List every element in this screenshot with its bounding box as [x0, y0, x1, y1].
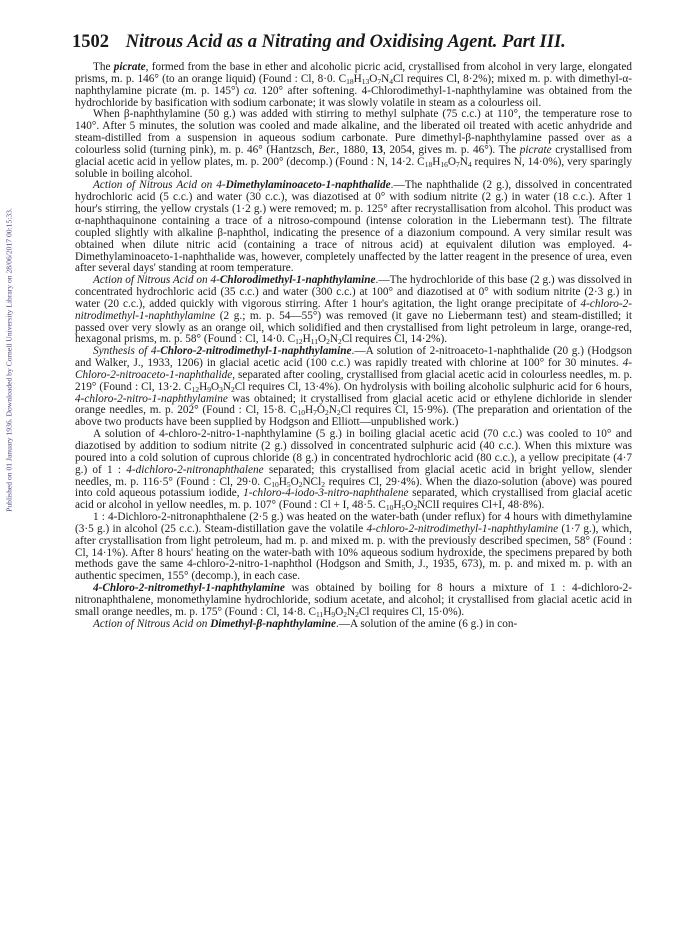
text-run: .—A solution of 2-nitroaceto-1-naphthalide (20 g.) (Hodgson and Walker, J., 1933, 1206) in glacial acetic acid (100 c.c.) was rapidly treated with chlorine at 100° for 30 minutes. [75, 345, 632, 370]
text-run: H [323, 605, 332, 618]
subscript: 16 [440, 159, 448, 169]
italic-text: 1-chloro-4-iodo-3-nitro-naphthalene [243, 487, 409, 500]
text-run: separated, which crystallised from glacial acetic acid or alcohol in yellow needles, m. p. 107° (Found : Cl + I, 48·5. C [75, 487, 632, 512]
compound-name: Dimethylaminoaceto-1-naphthalide [225, 179, 391, 192]
subscript: 7 [313, 408, 317, 418]
text-run: requires Cl, 29·4%). When the diazo-solution (above) was poured into cold aqueous potassium iodide, [75, 475, 632, 500]
text-run: H [393, 499, 402, 512]
subscript: 2 [355, 609, 359, 619]
paragraph [75, 346, 632, 429]
subscript: 12 [295, 337, 303, 347]
subscript: 5 [401, 503, 406, 513]
text-run: O [335, 605, 344, 618]
text-run: was obtained; it crystallised from glacial acetic acid or ethylene dichloride in slender orange needles, m. p. 202° (Found : Cl, 15·8. C [75, 392, 632, 417]
bold-text: 13 [371, 143, 383, 156]
page-number: 1502 [72, 32, 109, 52]
subscript: 2 [298, 479, 303, 489]
text-run: Cl requires Cl, 15·0%). [358, 605, 465, 618]
text-run: N [459, 155, 468, 168]
italic-text: Synthesis of 4- [93, 345, 161, 358]
italic-text: Action of Nitrous Acid on [93, 617, 211, 630]
paragraph [75, 62, 632, 109]
text-run: The [93, 61, 114, 73]
italic-text: 4-chloro-2-nitro-1-naphthylamine [75, 392, 228, 405]
text-run: (2 g.; m. p. 54—55°) was removed (it gave no Liebermann test) and steam-distilled; it passed over very slowly as an orange oil, which solidified and then crystallised from light petroleum in large, orange-red, hexagonal prisms, m. p. 58° (Found : Cl, 14·0. C [75, 309, 632, 346]
paragraph [75, 275, 632, 346]
text-run: was obtained by boiling for 8 hours a mixture of 1 : 4-dichloro-2-nitronaphthalene, monomethylamine hydrochloride, sodium acetate, and alcohol; it crystallised from glacial acetic acid in small orange needles, m. p. 175° (Found : Cl, 14·8. C [75, 582, 632, 618]
text-run: O [210, 380, 220, 393]
italic-text: 4-dichloro-2-nitronaphthalene [126, 463, 264, 476]
text-run: Cl requires Cl, 13·4%). On hydrolysis with boiling alcoholic sulphuric acid for 6 hours, [234, 380, 632, 393]
paragraph [75, 512, 632, 583]
italic-text: 4-chloro-2-nitrodimethyl-1-naphthylamine [75, 297, 632, 322]
subscript: 12 [191, 384, 200, 394]
compound-name: picrate [113, 61, 146, 73]
text-run: .—A solution of the amine (6 g.) in con- [335, 617, 518, 630]
paragraph [75, 109, 632, 180]
text-run: O [290, 475, 299, 488]
subscript: 2 [343, 609, 348, 619]
text-run: .—The naphthalide (2 g.), dissolved in concentrated hydrochloric acid (5 c.c.) and water (30 c.c.), was diazotised at 0° with sodium nitrite (2 g.) in water (18 c.c.). After 1 hour's stirring, the yellow crystals (1·2 g.) were removed; m. p. 125° after recrystallisation from alcohol. This product was α-naphthaquinone containing a trace of a nitroso-compound (intense coloration in the Liebermann test). The filtrate coupled slightly with alkaline β-naphthol, indicating the presence of a diazonium compound. A very similar result was obtained when dilute nitric acid (containing a trace of nitrous acid) at equivalent dilution was employed. 4-Dimethylaminoaceto-1-naphthalide was, however, completely unaffected by the latter reagent in the presence of urea, even after several days' standing at room temperature. [75, 179, 632, 275]
running-title: Nitrous Acid as a Nitrating and Oxidising Agent. Part III. [125, 32, 566, 52]
text-run: NCl [302, 475, 322, 488]
text-run: Cl requires Cl, 8·2%); mixed m. p. with dimethyl-α-naphthylamine picrate (m. p. 145°) [75, 72, 633, 97]
text-run: , 2054, gives m. p. 46°). The [382, 143, 520, 156]
side-note-text: Published on 01 January 1936. Downloaded by Cornell University Library on 28/06/2017 00:15:33. [4, 208, 14, 512]
text-run: NClI requires Cl+I, 48·8%). [417, 499, 545, 512]
paragraph [75, 180, 632, 275]
text-run: , separated after cooling, crystallised from glacial acetic acid in colourless needles, m. p. 219° (Found : Cl, 13·2. C [75, 368, 632, 393]
text-run: 120° after softening. 4-Chlorodimethyl-1-naphthylamine was obtained from the hydrochloride by basification with sodium carbonate; it was slowly volatile in steam as a colourless oil. [75, 84, 632, 109]
subscript: 10 [271, 479, 279, 489]
subscript: 2 [413, 503, 418, 513]
text-run: H [305, 404, 314, 417]
subscript: 10 [297, 408, 305, 418]
text-run: 1 : 4-Dichloro-2-nitronaphthalene (2·5 g.) was heated on the water-bath (under reflux) for 4 hours with dimethylamine (3·5 g.) in alcohol (25 c.c.). Steam-distillation gave the volatile [75, 511, 632, 535]
text-run: , formed from the base in ether and alcoholic picric acid, crystallised from alcohol in very large, elongated prisms, m. p. 146° (to an orange liquid) (Found : Cl, 8·0. C [75, 61, 632, 85]
text-run: H [199, 380, 208, 393]
text-run: N [328, 404, 337, 417]
italic-text: 4-Chloro-2-nitroaceto-1-naphthalide [75, 357, 632, 381]
subscript: 13 [361, 76, 370, 86]
italic-text: 4-chloro-2-nitrodimethyl-1-naphthylamine [366, 522, 559, 535]
subscript: 18 [424, 159, 433, 169]
text-run: A solution of 4-chloro-2-nitro-1-naphthylamine (5 g.) in boiling glacial acetic acid (70 c.c.) was cooled to 10° and diazotised by addition to sodium nitrite (2 g.) dissolved in concentrated sulphuric acid (40 c.c.). When this mixture was poured into a cold solution of cuprous chloride (8 g.) in concentrated hydrochloric acid (80 c.c.), a yellow precipitate (4·7 g.) of 1 : [75, 428, 632, 476]
text-run: N [381, 72, 390, 85]
paragraph [75, 619, 632, 631]
subscript: 4 [467, 159, 472, 169]
article-body [75, 62, 632, 631]
subscript: 7 [455, 159, 460, 169]
subscript: 18 [346, 76, 354, 86]
compound-name: 4-Chloro-2-nitromethyl-1-naphthylamine [93, 582, 285, 595]
compound-name: Chloro-2-nitrodimethyl-1-naphthylamine [160, 345, 352, 358]
italic-text: Action of Nitrous Acid on 4- [93, 274, 220, 287]
subscript: 3 [219, 384, 223, 394]
text-run: O [447, 155, 456, 168]
italic-text: Ber. [318, 143, 337, 156]
subscript: 11 [316, 609, 324, 619]
subscript: 2 [337, 337, 342, 347]
text-run: .—The hydrochloride of this base (2 g.) was dissolved in concentrated hydrochloric acid (35 c.c.) and water (300 c.c.) at 100° and diazotised at 0° with sodium nitrite (2·3 g.) in water (20 c.c.), added quickly with vigorous stirring. After 1 hour's agitation, the light orange precipitate of [75, 274, 633, 310]
text-run: N [222, 380, 231, 393]
text-run: O [317, 333, 327, 346]
page-header [72, 32, 632, 58]
subscript: 9 [331, 609, 336, 619]
text-run: (1·7 g.), which, after crystallisation from light petroleum, had m. p. and mixed m. p. with the previously described specimen, 58° (Found : Cl, 14·1%). After 8 hours' heating on the water-bath with 10% aqueous sodium hydroxide, the specimens prepared by both methods gave the same 4-chloro-2-nitro-1-naphthol (Hodgson and Smith, J., 1935, 673), m. p. and mixed m. p. with an authentic specimen, 155° (decomp.), in each case. [75, 522, 632, 583]
subscript: 7 [377, 76, 382, 86]
subscript: 2 [321, 479, 325, 489]
subscript: 2 [336, 408, 341, 418]
italic-text: ca. [243, 84, 258, 97]
text-run: Cl requires Cl, 14·2%). [341, 333, 448, 346]
paragraph [75, 429, 632, 512]
paragraph [75, 583, 632, 619]
subscript: 5 [286, 479, 291, 489]
subscript: 2 [326, 337, 330, 347]
text-run: N [329, 333, 338, 346]
text-run: O [316, 404, 325, 417]
text-run: separated; this crystallised from glacial acetic acid in bright yellow, slender needles, m. p. 116·5° (Found : Cl, 29·0. C [75, 463, 632, 488]
subscript: 2 [325, 408, 329, 418]
text-run: O [405, 499, 414, 512]
text-run: H [432, 155, 441, 168]
text-run: H [302, 333, 311, 346]
text-run: N [347, 605, 356, 618]
text-run: crystallised from glacial acetic acid in yellow plates, m. p. 200° (decomp.) (Found : N, 14·2. C [75, 143, 633, 168]
text-run: requires N, 14·0%), very sparingly soluble in boiling alcohol. [75, 155, 632, 180]
subscript: 9 [207, 384, 211, 394]
subscript: 11 [310, 337, 318, 347]
subscript: 4 [389, 76, 394, 86]
italic-text: Action of Nitrous Acid on 4- [93, 179, 226, 192]
text-run: Cl requires Cl, 15·9%). (The preparation and orientation of the above two products have been supplied by Hodgson and Elliott—unpublished work.) [75, 404, 632, 429]
text-run: H [278, 475, 287, 488]
text-run: O [369, 72, 378, 85]
subscript: 2 [230, 384, 235, 394]
italic-text: picrate [519, 143, 552, 156]
subscript: 10 [385, 503, 394, 513]
compound-name: Chlorodimethyl-1-naphthylamine [219, 274, 376, 287]
side-note [2, 150, 16, 570]
text-run: H [353, 72, 362, 85]
text-run: When β-naphthylamine (50 g.) was added with stirring to methyl sulphate (75 c.c.) at 110°, the temperature rose to 140°. After 5 minutes, the solution was cooled and made alkaline, and the liberated oil treated with acetic anhydride and steam-distilled from a suspension in aqueous sodium carbonate. Pure dimethyl-β-naphthylamine passed over as a colourless solid (turning pink), m. p. 46° (Hantzsch, [75, 108, 632, 156]
text-run: , 1880, [336, 143, 372, 156]
compound-name: Dimethyl-β-naphthylamine [210, 617, 336, 630]
